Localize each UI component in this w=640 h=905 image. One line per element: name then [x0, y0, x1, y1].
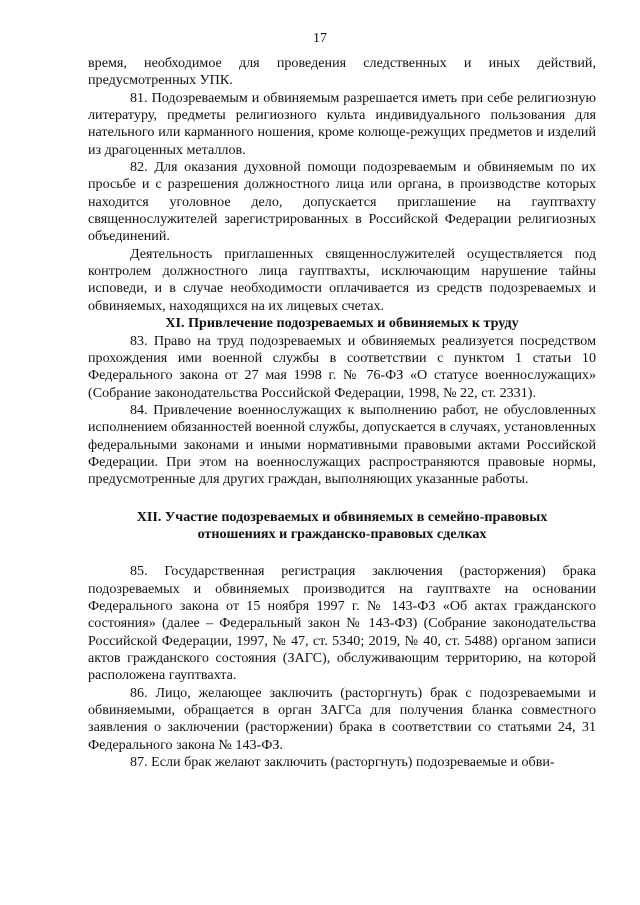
document-body	[88, 55, 596, 771]
paragraph-85: 85. Государственная регистрация заключения (расторжения) брака подозреваемых и обвиняемых производится на гауптвахте на основании Федерального закона от 15 ноября 1997 г. № 143-ФЗ «Об актах гражданского состояния» (далее – Федеральный закон № 143-ФЗ) (Собрание законодательства Российской Федерации, 1997, № 47, ст. 5340; 2019, № 40, ст. 5488) органом записи актов гражданского состояния (ЗАГС), обслуживающим территорию, на которой расположена гауптвахта.	[88, 563, 596, 684]
paragraph-84: 84. Привлечение военнослужащих к выполнению работ, не обусловленных исполнением обязанностей военной службы, допускается в случаях, установленных федеральными законами и иными нормативными правовыми актами Российской Федерации. При этом на военнослужащих распространяются правовые нормы, предусмотренные для других граждан, выполняющих указанные работы.	[88, 401, 596, 488]
paragraph-81: 81. Подозреваемым и обвиняемым разрешается иметь при себе религиозную литературу, предметы религиозного культа индивидуального пользования для нательного или карманного ношения, кроме колюще-режущих предметов и изделий из драгоценных металлов.	[88, 89, 596, 158]
section-xii-title-line-2: отношениях и гражданско-правовых сделках	[197, 525, 487, 542]
paragraph-continuation: время, необходимое для проведения следственных и иных действий, предусмотренных УПК.	[88, 55, 596, 89]
page-number: 17	[313, 31, 327, 46]
section-gap	[88, 489, 596, 509]
paragraph-82-continued: Деятельность приглашенных священнослужителей осуществляется под контролем должностного лица гауптвахты, исключающим нарушение тайны исповеди, и в случае необходимости оплачивается из средств подозреваемых и обвиняемых, находящихся на их лицевых счетах.	[88, 245, 596, 314]
section-xi-title: XI. Привлечение подозреваемых и обвиняемых к труду	[165, 315, 519, 332]
paragraph-86: 86. Лицо, желающее заключить (расторгнуть) брак с подозреваемыми и обвиняемыми, обращается в орган ЗАГСа для получения бланка совместного заявления о заключении (расторжении) брака в соответствии со статьями 24, 31 Федерального закона № 143-ФЗ.	[88, 684, 596, 753]
paragraph-83: 83. Право на труд подозреваемых и обвиняемых реализуется посредством прохождения ими военной службы в соответствии с пунктом 1 статьи 10 Федерального закона от 27 мая 1998 г. № 76-ФЗ «О статусе военнослужащих» (Собрание законодательства Российской Федерации, 1998, № 22, ст. 2331).	[88, 332, 596, 401]
section-xii-title-line-1: XII. Участие подозреваемых и обвиняемых в семейно-правовых	[136, 508, 548, 525]
paragraph-87: 87. Если брак желают заключить (расторгнуть) подозреваемые и обви-	[130, 754, 555, 771]
paragraph-82: 82. Для оказания духовной помощи подозреваемым и обвиняемым по их просьбе и с разрешения должностного лица или органа, в производстве которых находится уголовное дело, допускается приглашение на гауптвахту священнослужителей зарегистрированных в Российской Федерации религиозных объединений.	[88, 159, 596, 245]
section-xii-title	[88, 509, 596, 544]
